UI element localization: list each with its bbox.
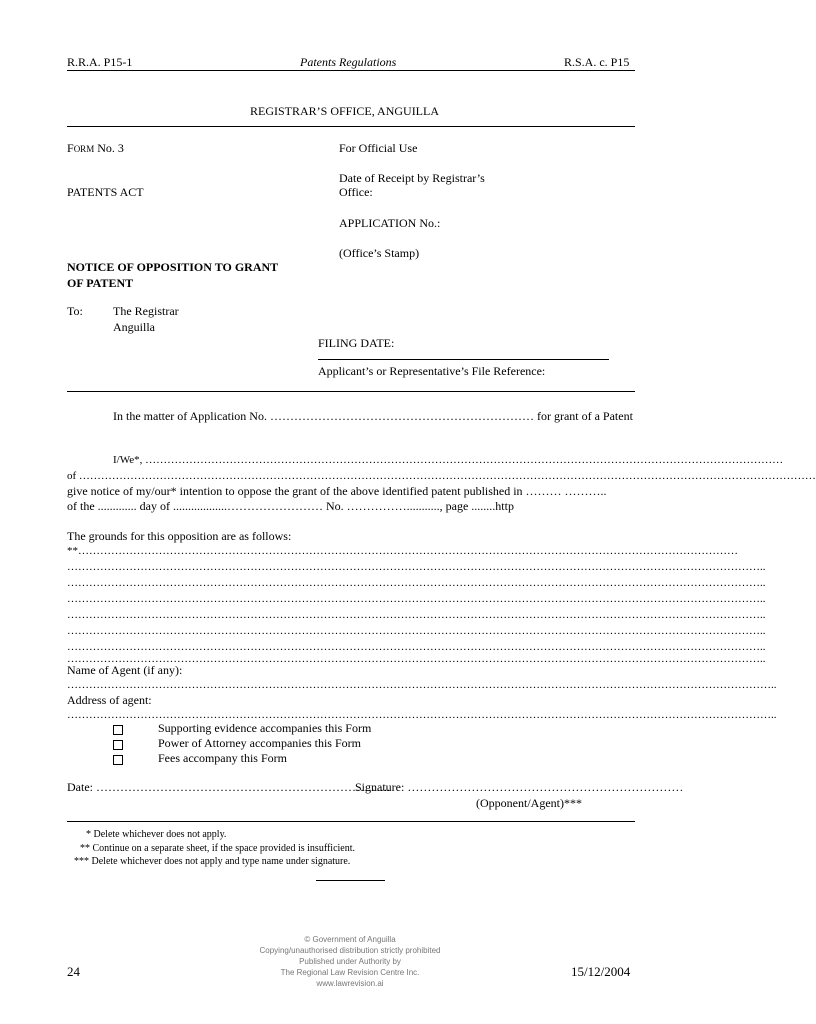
checklist-item-fees (113, 752, 123, 767)
agent-address-field: ………………………………………………………………………………………………………………………………………………………………………….. (67, 709, 777, 721)
running-header-center: Patents Regulations (300, 55, 397, 69)
copyright-line[interactable]: www.lawrevision.ai (316, 979, 384, 988)
running-header-left: R.R.A. P15-1 (67, 55, 133, 69)
grounds-heading: The grounds for this opposition are as follows: (67, 529, 292, 543)
addressee-line1: The Registrar (113, 304, 179, 318)
filing-date-label: FILING DATE: (318, 336, 395, 350)
filing-date-line (318, 359, 609, 360)
page-number: 24 (67, 964, 80, 979)
form-title-line2: OF PATENT (67, 276, 134, 290)
footnote-1: * Delete whichever does not apply. (86, 829, 227, 840)
copyright-line: Published under Authority by (299, 957, 401, 966)
receipt-date-line2: Office: (339, 185, 373, 199)
grounds-line: ……………………………………………………………………………………………………………………………………………………………………….. (67, 561, 766, 573)
receipt-date-line1: Date of Receipt by Registrar’s (339, 171, 485, 185)
agent-name-label: Name of Agent (if any): (67, 663, 183, 677)
checklist-item-evidence (113, 722, 123, 737)
office-title: REGISTRAR’S OFFICE, ANGUILLA (250, 104, 440, 118)
notes-rule (67, 821, 635, 822)
checklist-label: Supporting evidence accompanies this Form (158, 721, 372, 735)
application-no-label: APPLICATION No.: (339, 216, 441, 230)
form-prefix-cap: F (67, 141, 74, 155)
signature-field: Signature: …………………………………………………………… (355, 780, 684, 794)
signatory-label: (Opponent/Agent)*** (476, 796, 582, 810)
matter-line: In the matter of Application No. ………………………………………………………… for grant of a Patent (113, 409, 633, 423)
checkbox-icon[interactable] (113, 725, 123, 735)
official-use-heading: For Official Use (339, 141, 418, 155)
grounds-line: ……………………………………………………………………………………………………………………………………………………………………….. (67, 609, 766, 621)
checkbox-icon[interactable] (113, 755, 123, 765)
copyright-notice (200, 934, 500, 989)
act-name: PATENTS ACT (67, 185, 144, 199)
footnote-2: ** Continue on a separate sheet, if the space provided is insufficient. (80, 843, 356, 854)
section-rule (67, 391, 635, 392)
agent-address-label: Address of agent: (67, 693, 152, 707)
checkbox-icon[interactable] (113, 740, 123, 750)
publication-date-line: of the ............. day of ..................…………………… No. ……………..........., page ........http (67, 499, 514, 513)
revision-date: 15/12/2004 (571, 964, 631, 979)
copyright-line: The Regional Law Revision Centre Inc. (280, 968, 420, 977)
to-label: To: (67, 304, 83, 318)
checklist-label: Power of Attorney accompanies this Form (158, 736, 361, 750)
grounds-line: ……………………………………………………………………………………………………………………………………………………………………….. (67, 577, 766, 589)
grounds-line: ……………………………………………………………………………………………………………………………………………………………………….. (67, 593, 766, 605)
end-rule (316, 880, 385, 881)
form-title-line1: NOTICE OF OPPOSITION TO GRANT (67, 260, 279, 274)
form-prefix-rest: ORM (73, 144, 95, 154)
form-number (67, 141, 124, 156)
grounds-line: ……………………………………………………………………………………………………………………………………………………………………….. (67, 641, 766, 653)
grounds-line: ……………………………………………………………………………………………………………………………………………………………………….. (67, 625, 766, 637)
form-number-suffix: No. 3 (97, 141, 124, 155)
footnote-3: *** Delete whichever does not apply and type name under signature. (74, 856, 351, 867)
addressee-line2: Anguilla (113, 320, 155, 334)
copyright-line: Copying/unauthorised distribution strictly prohibited (259, 946, 441, 955)
grounds-line: ……………………………………………………………………………………………………………………………………………………………………….. (67, 653, 766, 665)
running-header-right: R.S.A. c. P15 (564, 55, 630, 69)
title-rule (67, 126, 635, 127)
header-rule (67, 70, 635, 71)
iwe-line: I/We*, ………………………………………………………………………………………………………………………………………………………… (113, 454, 784, 466)
office-stamp-label: (Office’s Stamp) (339, 246, 420, 260)
copyright-line: © Government of Anguilla (304, 935, 396, 944)
publication-notice-line: give notice of my/our* intention to oppose the grant of the above identified patent published in ……… ……….. (67, 484, 607, 498)
date-field: Date: ……………………………………………………………….. (67, 780, 390, 794)
of-line: of ………………………………………………………………………………………………………………………………………………………………………………… (67, 470, 816, 482)
checklist-item-attorney (113, 737, 123, 752)
checklist-label: Fees accompany this Form (158, 751, 287, 765)
agent-name-field: ………………………………………………………………………………………………………………………………………………………………………….. (67, 679, 777, 691)
grounds-line-first: **……………………………………………………………………………………………………………………………………………………………… (67, 545, 738, 557)
file-reference-label: Applicant’s or Representative’s File Reference: (318, 364, 546, 378)
